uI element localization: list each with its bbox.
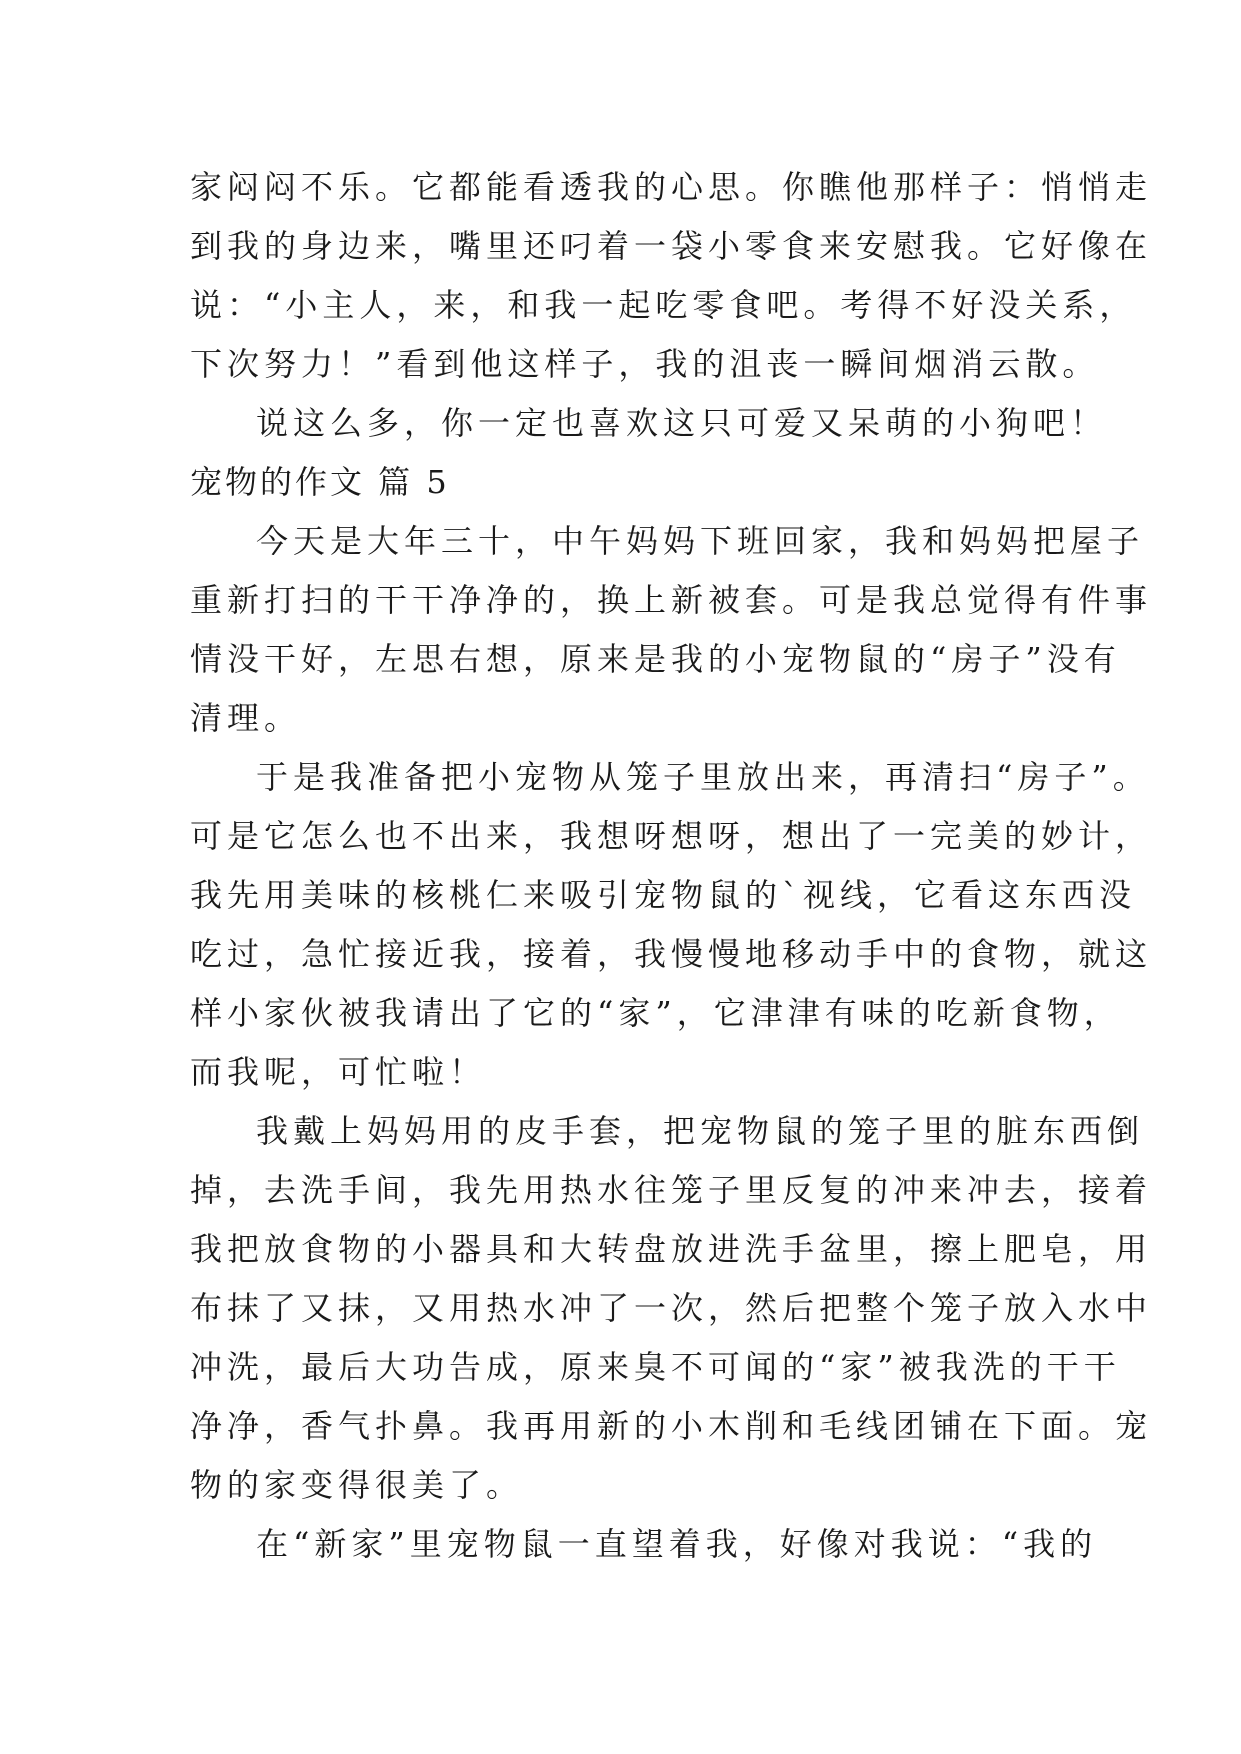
- paragraph-start-line: 在“新家”里宠物鼠一直望着我，好像对我说：“我的: [256, 1525, 1098, 1563]
- text-line: 净净，香气扑鼻。我再用新的小木削和毛线团铺在下面。宠: [190, 1407, 1153, 1445]
- text-line: 布抹了又抹，又用热水冲了一次，然后把整个笼子放入水中: [190, 1289, 1153, 1327]
- section-heading: 宠物的作文 篇 5: [190, 463, 450, 501]
- text-line: 而我呢，可忙啦！: [190, 1053, 487, 1091]
- paragraph-start-line: 于是我准备把小宠物从笼子里放出来，再清扫“房子”。: [256, 758, 1150, 796]
- text-line: 家闷闷不乐。它都能看透我的心思。你瞧他那样子：悄悄走: [190, 168, 1153, 206]
- text-line: 吃过，急忙接近我，接着，我慢慢地移动手中的食物，就这: [190, 935, 1153, 973]
- text-line: 我先用美味的核桃仁来吸引宠物鼠的`视线，它看这东西没: [190, 876, 1137, 914]
- paragraph-start-line: 我戴上妈妈用的皮手套，把宠物鼠的笼子里的脏东西倒: [256, 1112, 1145, 1150]
- text-line: 重新打扫的干干净净的，换上新被套。可是我总觉得有件事: [190, 581, 1153, 619]
- paragraph-start-line: 说这么多，你一定也喜欢这只可爱又呆萌的小狗吧！: [256, 404, 1108, 442]
- text-line: 冲洗，最后大功告成，原来臭不可闻的“家”被我洗的干干: [190, 1348, 1121, 1386]
- text-line: 下次努力！”看到他这样子，我的沮丧一瞬间烟消云散。: [190, 345, 1100, 383]
- essay-body: [190, 158, 1153, 1574]
- text-line: 可是它怎么也不出来，我想呀想呀，想出了一完美的妙计，: [190, 817, 1153, 855]
- text-line: 情没干好，左思右想，原来是我的小宠物鼠的“房子”没有: [190, 640, 1121, 678]
- paragraph-start-line: 今天是大年三十，中午妈妈下班回家，我和妈妈把屋子: [256, 522, 1145, 560]
- text-line: 掉，去洗手间，我先用热水往笼子里反复的冲来冲去，接着: [190, 1171, 1153, 1209]
- text-line: 我把放食物的小器具和大转盘放进洗手盆里，擦上肥皂，用: [190, 1230, 1153, 1268]
- text-line: 到我的身边来，嘴里还叼着一袋小零食来安慰我。它好像在: [190, 227, 1153, 265]
- text-line: 物的家变得很美了。: [190, 1466, 524, 1504]
- text-line: 清理。: [190, 699, 302, 737]
- text-line: 样小家伙被我请出了它的“家”，它津津有味的吃新食物，: [190, 994, 1121, 1032]
- text-line: 说：“小主人，来，和我一起吃零食吧。考得不好没关系，: [190, 286, 1137, 324]
